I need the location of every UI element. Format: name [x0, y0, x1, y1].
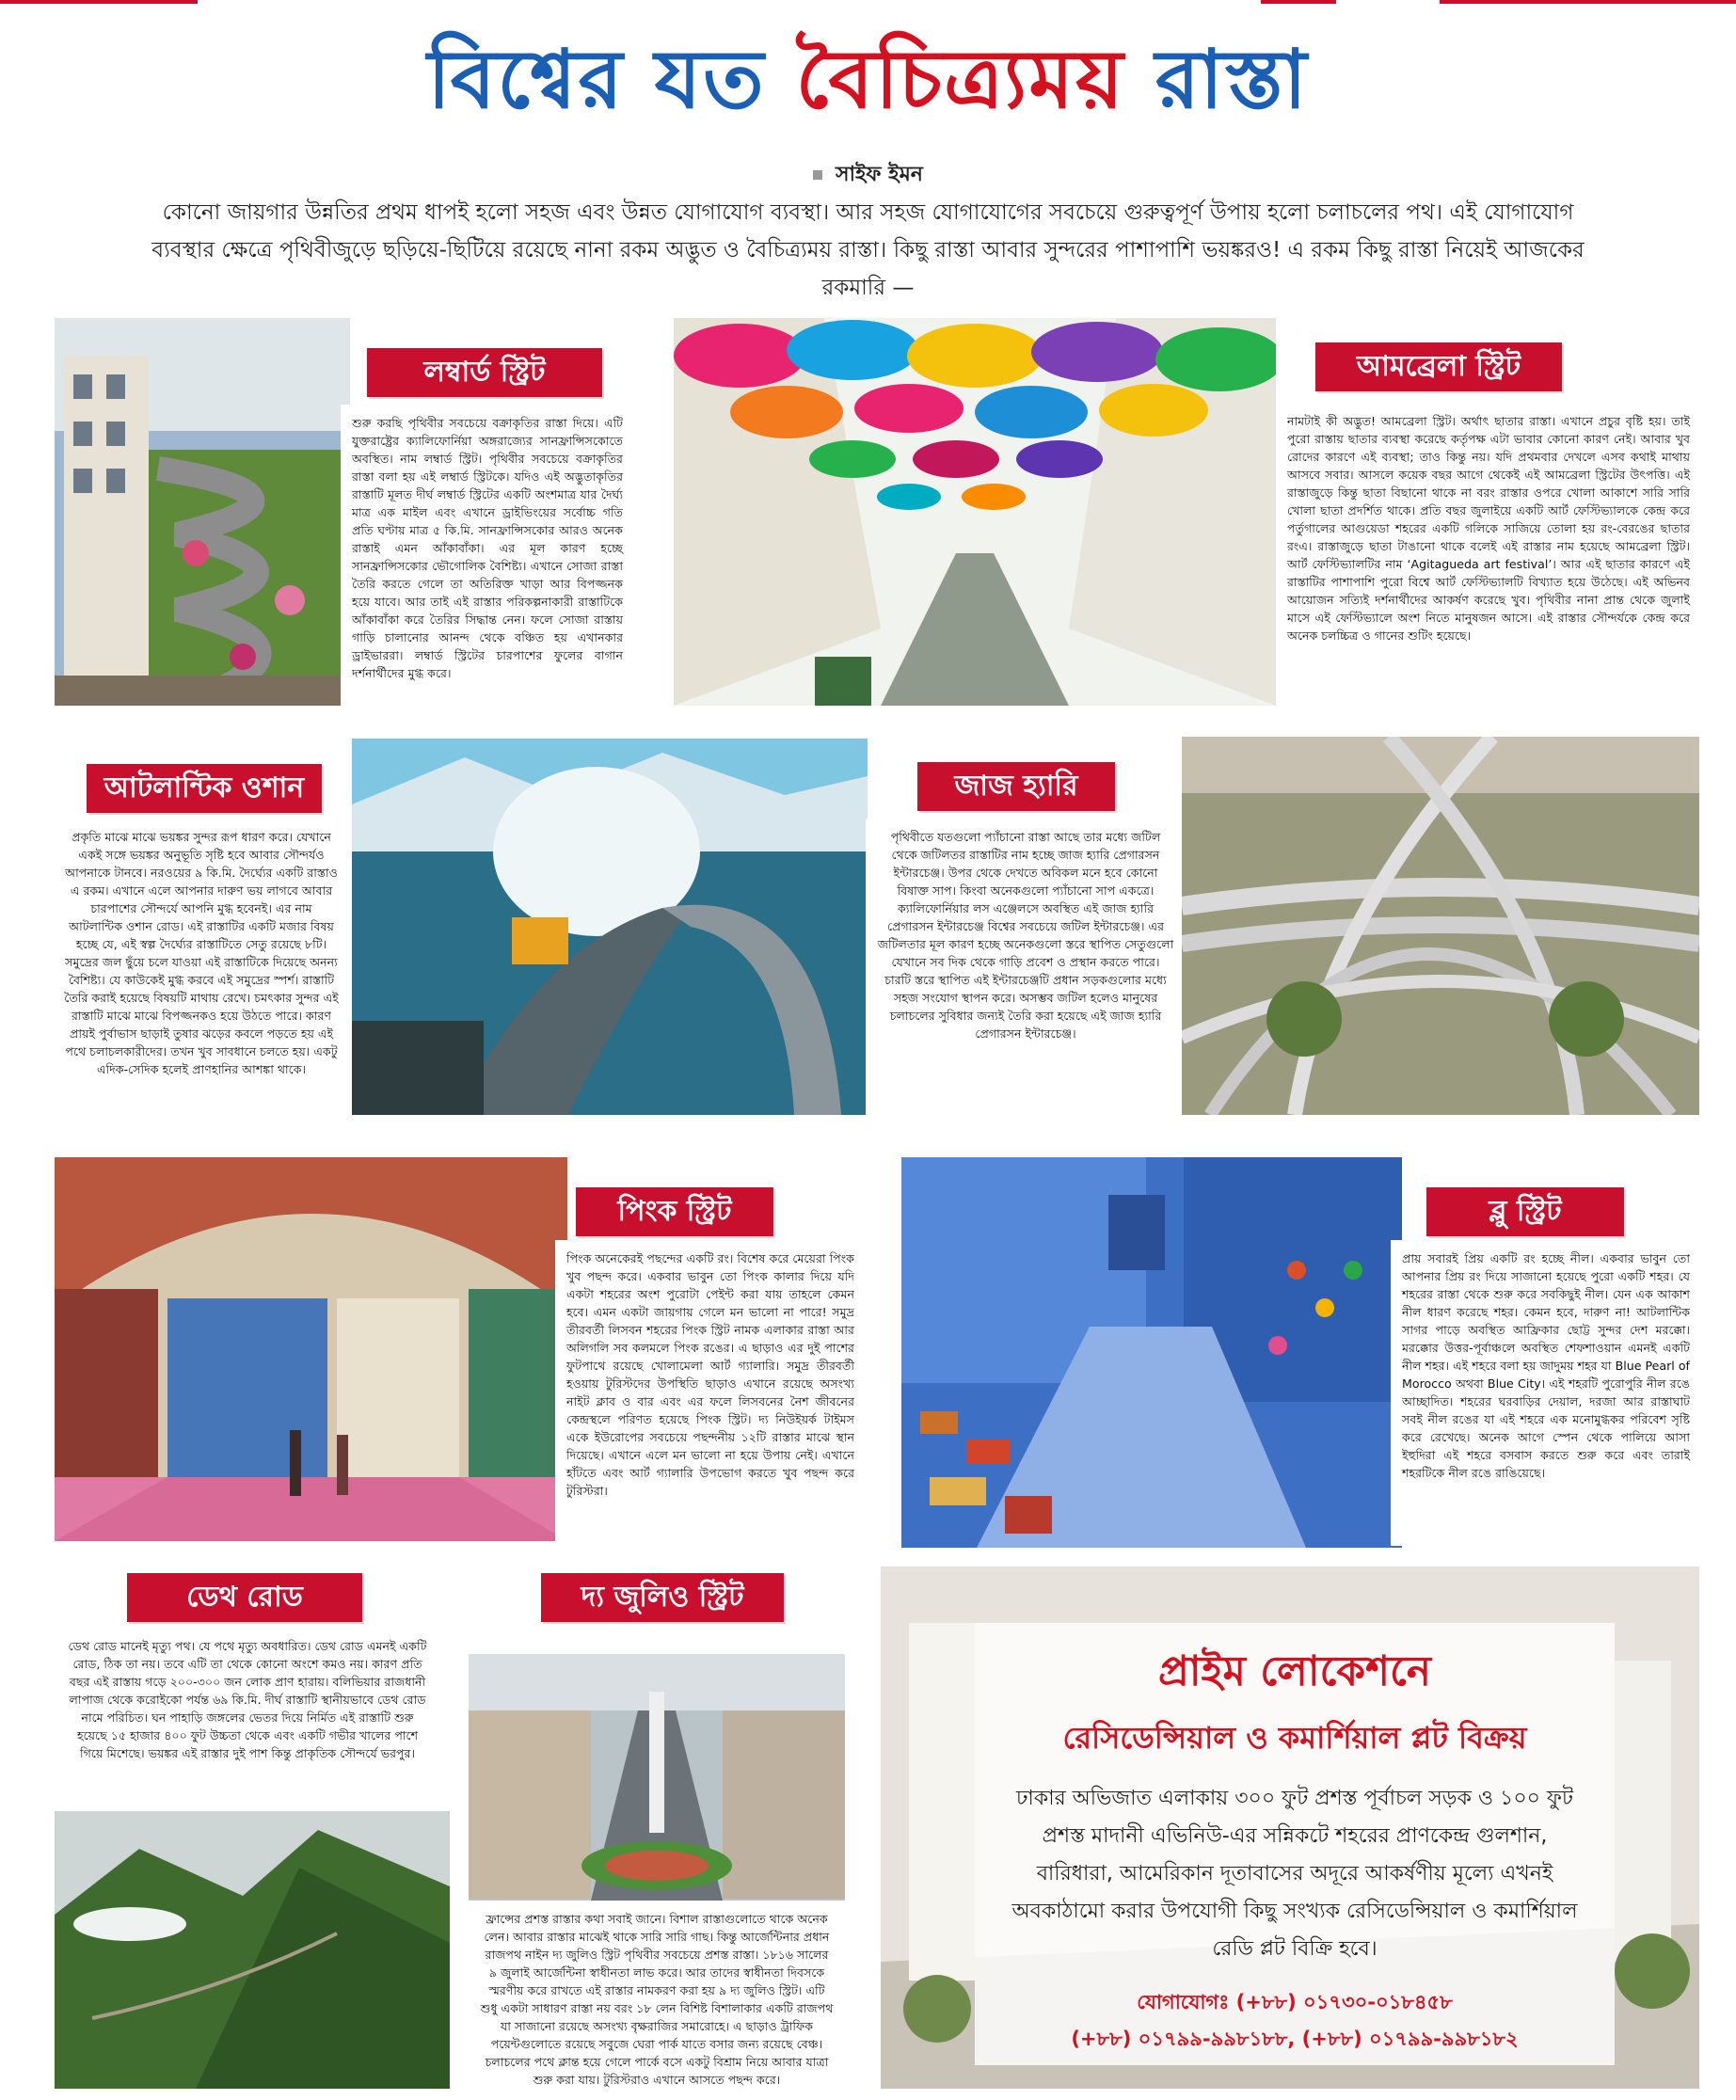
- pink-title: পিংক স্ট্রিট: [576, 1187, 773, 1236]
- square-icon: [813, 170, 822, 180]
- intro-paragraph: কোনো জায়গার উন্নতির প্রথম ধাপই হলো সহজ এবং উন্নত যোগাযোগ ব্যবস্থা। আর সহজ যোগাযোগের সবচেয়ে গুরুত্বপূর্ণ উপায় হলো চলাচলের পথ। এই যোগাযোগ ব্যবস্থার ক্ষেত্রে পৃথিবীজুড়ে ছড়িয়ে-ছিটিয়ে রয়েছে নানা রকম অদ্ভুত ও বৈচিত্র্যময় রাস্তা। কিছু রাস্তা আবার সুন্দরের পাশাপাশি ভয়ঙ্করও! এ রকম কিছু রাস্তা নিয়েই আজকের রকমারি —: [151, 200, 1585, 300]
- julio-text: ফ্রান্সের প্রশস্ত রাস্তার কথা সবাই জানে। বিশাল রাস্তাগুলোতে থাকে অনেক লেন। আবার রাস্তার মাঝেই থাকে সারি সারি গাছ। কিন্তু আর্জেন্টিনার প্রধান রাজপথ নাইন দ্য জুলিও স্ট্রিট পৃথিবীর সবচেয়ে প্রশস্ত রাস্তা। ১৮১৬ সালের ৯ জুলাই আর্জেন্টিনা স্বাধীনতা লাভ করে। আর তাদের স্বাধীনতা দিবসকে স্মরণীয় করে রাখতে এই রাস্তার নামকরণ করা হয় ৯ দ্য জুলিও স্ট্রিট। এটি শুধু একটা সাধারণ রাস্তা নয় বরং ১৮ লেন বিশিষ্ট বিশালাকার একটি রাজপথ যা সাজানো রয়েছে অসংখ্য বৃক্ষরাজির সমারোহে। এ ছাড়াও ট্রাফিক পয়েন্টগুলোতে রয়েছে সবুজে ঘেরা পার্ক যাতে বসার জন্য রয়েছে বেঞ্চ। চলাচলের পথে ক্লান্ত হয়ে গেলে পার্কে বসে একটু বিশ্রাম নিয়ে আবার যাত্রা শুরু করা যায়। টুরিস্টরাও এখানে আসতে পছন্দ করে।: [469, 1901, 845, 2093]
- ad-subheadline: রেসিডেন্সিয়াল ও কমার্শিয়াল প্লট বিক্রয়: [1062, 1720, 1527, 1756]
- death-title: ডেথ রোড: [127, 1573, 362, 1622]
- ad-headline: প্রাইম লোকেশনে: [1157, 1647, 1432, 1695]
- ad-contact-secondary: (+৮৮) ০১৭৯৯-৯৯৮১৮৮, (+৮৮) ০১৭৯৯-৯৯৮১৮২: [1071, 2028, 1519, 2050]
- atlantic-road-photo: [352, 739, 868, 1115]
- lombard-street-photo: [55, 318, 350, 706]
- page-headline: [0, 28, 1736, 132]
- ad-contact-primary: যোগাযোগঃ (+৮৮) ০১৭৩০-০১৮৪৫৮: [1137, 1991, 1453, 2013]
- atlantic-title: আটলান্টিক ওশান: [87, 764, 322, 813]
- atlantic-text: প্রকৃতি মাঝে মাঝে ভয়ঙ্কর সুন্দর রূপ ধারণ করে। যেখানে একই সঙ্গে ভয়ঙ্কর অনুভূতি সৃষ্টি হবে আবার সৌন্দর্যও আপনাকে টানবে। নরওয়ের ৯ কি.মি. দৈর্ঘ্যের একটি রাস্তাও এ রকম। এখানে এলে আপনার দারুণ ভয় লাগবে আবার চারপাশের সৌন্দর্যে আপনি মুগ্ধ হবেনই। এর নাম আটলান্টিক ওশান রোড। এই রাস্তাটির একটি মজার বিষয় হচ্ছে যে, এই স্বল্প দৈর্ঘ্যের রাস্তাটিতে সেতু রয়েছে ৮টি। সমুদ্রের জল ছুঁয়ে চলে যাওয়া এই রাস্তাটিকে দিয়েছে অনন্য বৈশিষ্ট্য। যে কাউকেই মুগ্ধ করবে এই সমুদ্রের স্পর্শ। রাস্তাটি তৈরি করাই হয়েছে বিষয়টি মাথায় রেখে। চমৎকার সুন্দর এই রাস্তাটি মাঝে মাঝে বিপজ্জনকও হয়ে উঠতে পারে। কারণ প্রায়ই পুর্বাভাস ছাড়াই তুষার ঝড়ের কবলে পড়তে হয় এই পথে চলাচলকারীদের। তখন খুব সাবধানে চলতে হয়। একটু এদিক-সেদিক হলেই প্রাণহানির আশঙ্কা থাকে।: [53, 819, 350, 1115]
- julio-title: দ্য জুলিও স্ট্রিট: [541, 1573, 784, 1622]
- jazz-text: পৃথিবীতে যতগুলো প্যাঁচানো রাস্তা আছে তার মধ্যে জটিল থেকে জটিলতর রাস্তাটির নাম হচ্ছে জাজ হ্যারি প্রেগারসন ইন্টারচেঞ্জ। উপর থেকে দেখতে অবিকল মনে হবে কোনো বিষাক্ত সাপ। কিংবা অনেকগুলো প্যাঁচানো সাপ একত্রে। ক্যালিফোর্নিয়ার লস এঞ্জেলসে অবস্থিত এই জাজ হ্যারি প্রেগারসন ইন্টারচেঞ্জ বিশ্বের সবচেয়ে জটিল ইন্টারচেঞ্জ। এর জটিলতার মূল কারণ হচ্ছে অনেকগুলো স্তরে স্থাপিত সেতুগুলো যেখানে সব দিক থেকে গাড়ি প্রবেশ ও প্রস্থান করতে পারে। চারটি স্তরে স্থাপিত এই ইন্টারচেঞ্জটি প্রধান সড়কগুলোর মধ্যে সহজ সংযোগ স্থাপন করে। অসম্ভব জটিল হলেও মানুষের চলাচলের সুবিধার জন্যই তৈরি করা হয়েছে এই জাজ হ্যারি প্রেগারসন ইন্টারচেঞ্জ।: [866, 819, 1186, 1115]
- headline-part3: রাস্তা: [1155, 33, 1309, 127]
- top-rule: [0, 0, 1736, 6]
- umbrella-title: আমব্রেলা স্ট্রিট: [1315, 342, 1562, 391]
- pink-street-photo: [55, 1157, 567, 1541]
- death-text: ডেথ রোড মানেই মৃত্যু পথ। যে পথে মৃত্যু অবধারিত। ডেথ রোড এমনই একটি রোড, ঠিক তা নয়। তবে এটি তা থেকে কোনো অংশে কমও নয়। কারণ প্রতি বছর এই রাস্তায় গড়ে ২০০-৩০০ জন লোক প্রাণ হারায়। বলিভিয়ার রাজধানী লাপাজ থেকে করোইকো পর্যন্ত ৬৯ কি.মি. দীর্ঘ রাস্তাটি স্থানীয়ভাবে ডেথ রোড নামে পরিচিত। ঘন পাহাড়ি জঙ্গলের ভেতর দিয়ে নির্মিত এই রাস্তাটি শুরু হয়েছে ১৫ হাজার ৪০০ ফুট উচ্চতা থেকে এবং একটি গভীর খালের পাশে গিয়ে মিশেছে। ভয়ঙ্কর এই রাস্তার দুই পাশ কিন্তু প্রাকৃতিক সৌন্দর্যে ভরপুর।: [55, 1628, 440, 1816]
- interchange-photo: [1182, 737, 1699, 1115]
- lombard-title: লম্বার্ড স্ট্রিট: [367, 348, 602, 397]
- pink-text: পিংক অনেকেরই পছন্দের একটি রং। বিশেষ করে মেয়েরা পিংক খুব পছন্দ করে। একবার ভাবুন তো পিংক কালার দিয়ে যদি একটা শহরের অংশ পুরোটা পেইন্ট করা যায় তাহলে কেমন হবে। এমন একটা জায়গায় গেলে মন ভালো না পারে! সমুদ্র তীরবর্তী লিসবন শহরের পিংক স্ট্রিট নামক এলাকার রাস্তা আর অলিগলি সব কলমলে পিংক রঙের। এ ছাড়াও এর দুই পাশের ফুটপাথে রয়েছে খোলামেলা আর্ট গ্যালারি। সমুদ্র তীরবর্তী হওয়ায় টুরিস্টদের উপস্থিতি ছাড়াও এখানে রয়েছে অসংখ্য নাইট ক্লাব ও বার এবং এর ফলে লিসবনের নৈশ জীবনের কেন্দ্রস্থলে পরিণত হয়েছে পিংক স্ট্রিট। দ্য নিউইয়র্ক টাইমস একে ইউরোপের সবচেয়ে পছন্দনীয় ১২টি রাস্তার মাঝে স্থান দিয়েছে। এখানে এলে মন ভালো না হয়ে উপায় নেই। এখানে হাঁটতে এবং আর্ট গ্যালারি উপভোগ করতে খুব পছন্দ করে টুরিস্টরা।: [555, 1240, 866, 1541]
- blue-text: প্রায় সবারই প্রিয় একটি রং হচ্ছে নীল। একবার ভাবুন তো আপনার প্রিয় রং দিয়ে সাজানো হয়েছে পুরো একটি শহর। যে শহরের রাস্তা থেকে শুরু করে সবকিছুই নীল। যেন এক আকাশ নীল ধারণ করেছে শহর। কেমন হবে, দারুণ না! আটলান্টিক সাগর পাড়ে অবস্থিত আফ্রিকার ছোট্ট সুন্দর দেশ মরক্কো। মরক্কোর উত্তর-পূর্বাঞ্চলে অবস্থিত শেফশাওয়ান এমনই একটি নীল শহর। এই শহরে বলা হয় জাদুময় শহর যা Blue Pearl of Morocco অথবা Blue City। এই শহরটি পুরোপুরি নীল রঙে আচ্ছাদিত। শহরের ঘরবাড়ির দেয়াল, দরজা আর রাস্তাঘাট সবই নীল রঙের যা এই শহরে এক মনোমুগ্ধকর পরিবেশ সৃষ্টি করে রেখেছে। অনেক আগে স্পেন থেকে পালিয়ে আসা ইহুদিরা এই শহরে বসবাস করতে শুরু করে এবং তারাই শহরটিকে নীল রঙে রাঙিয়েছে।: [1391, 1240, 1701, 1546]
- headline-part2: বৈচিত্র্যময়: [795, 33, 1125, 127]
- byline: [0, 158, 1736, 193]
- lombard-text: শুরু করছি পৃথিবীর সবচেয়ে বক্রাকৃতির রাস্তা দিয়ে। এটি যুক্তরাষ্ট্রের ক্যালিফোর্নিয়া অঙ্গরাজ্যের সানফ্রান্সিসকোতে অবস্থিত। নাম লম্বার্ড স্ট্রিট। পৃথিবীর সবচেয়ে বক্রাকৃতির রাস্তা বলা হয় এই লম্বার্ড স্ট্রিটকে। যদিও এই অদ্ভুতাকৃতির রাস্তাটি মূলত দীর্ঘ লম্বার্ড স্ট্রিটের একটি অংশমাত্র যার দৈর্ঘ্য মাত্র এক মাইল এবং এখানে ড্রাইভিংয়ের সর্বোচ্চ গতি প্রতি ঘণ্টায় মাত্র ৫ কি.মি. সানফ্রান্সিসকোর আরও অনেক রাস্তাই এমন আঁকাবাঁকা। এর মূল কারণ হচ্ছে সানফ্রান্সিসকোর ভৌগোলিক বৈশিষ্ট্য। এখানে সোজা রাস্তা তৈরি করতে গেলে তা অতিরিক্ত খাড়া আর বিপজ্জনক হয়ে যাবে। আর তাই এই রাস্তার পরিকল্পনাকারী রাস্তাটিকে আঁকাবাঁকা করে তৈরির সিদ্ধান্ত নেন। ফলে সোজা রাস্তায় গাড়ি চালানোর আনন্দ থেকে বঞ্চিত হয় এখানকার ড্রাইভাররা। লম্বার্ড স্ট্রিটের চারপাশের ফুলের বাগান দর্শনার্থীদের মুগ্ধ করে।: [341, 405, 634, 706]
- jazz-title: জাজ হ্যারি: [917, 762, 1115, 811]
- ad-textbox: [975, 1623, 1615, 2065]
- umbrella-street-photo: [674, 318, 1276, 706]
- death-road-photo: [55, 1811, 450, 2089]
- julio-avenue-photo: [469, 1654, 845, 1901]
- headline-part1: বিশ্বের যত: [427, 33, 766, 127]
- blue-street-photo: [901, 1157, 1402, 1548]
- plot-sale-advertisement: [881, 1567, 1699, 2089]
- ad-body: ঢাকার অভিজাত এলাকায় ৩০০ ফুট প্রশস্ত পূর্বাচল সড়ক ও ১০০ ফুট প্রশস্ত মাদানী এভিনিউ-এর সন্নিকটে শহরের প্রাণকেন্দ্র গুলশান, বারিধারা, আমেরিকান দূতাবাসের অদূরে আকর্ষণীয় মূল্যে এখনই অবকাঠামো করার উপযোগী কিছু সংখ্যক রেসিডেন্সিয়াল ও কমার্শিয়াল রেডি প্লট বিক্রি হবে।: [1011, 1787, 1578, 1961]
- umbrella-text: নামটাই কী অদ্ভুত! আমব্রেলা স্ট্রিট। অর্থাৎ ছাতার রাস্তা। এখানে প্রচুর বৃষ্টি হয়। তাই পুরো রাস্তায় ছাতার ব্যবস্থা করেছে কর্তৃপক্ষ এটা ভাবার কোনো কারণ নেই। আবার খুব রোদের কারণে এই ব্যবস্থা; তাও কিন্তু নয়। যদি প্রথমবার দেখলে এসব কথাই মাথায় আসবে সবার। আসলে কয়েক বছর আগে থেকেই এই আমব্রেলা স্ট্রিটের উৎপত্তি। এই রাস্তাজুড়ে কিন্তু ছাতা বিছানো থাকে না বরং রাস্তার ওপরে খোলা আকাশে সারি সারি খোলা ছাতা প্রদর্শিত থাকে। প্রতি বছর জুলাইয়ে একটি আর্ট ফেস্টিভ্যালকে কেন্দ্র করে পর্তুগালের আগুয়েডা শহরের একটি গলিকে সাজিয়ে তোলা হয় রং-বেরঙের ছাতার রংএ। রাস্তাজুড়ে ছাতা টাঙানো থাকে বলেই এই রাস্তার নাম হয়েছে আমব্রেলা স্ট্রিট। আর্ট ফেস্টিভ্যালটির নাম ‘Agitagueda art festival’। আর এই ছাতার কারণে এই রাস্তাটির পাশাপাশি পুরো বিশ্বে আর্ট ফেস্টিভ্যালটি বিখ্যাত হয়ে উঠেছে। এই অভিনব আয়োজন সত্যিই দর্শনার্থীদের আকর্ষণ করেছে খুব। পৃথিবীর নানা প্রান্ত থেকে জুলাই মাসে এই ফেস্টিভ্যালে অংশ নিতে মানুষজন আসে। এই রাস্তার সৌন্দর্যকে কেন্দ্র করে অনেক চলচ্চিত্র ও গানের শুটিং হয়েছে।: [1276, 403, 1701, 706]
- blue-title: ব্লু স্ট্রিট: [1426, 1187, 1624, 1236]
- author-name: সাইফ ইমন: [836, 163, 923, 186]
